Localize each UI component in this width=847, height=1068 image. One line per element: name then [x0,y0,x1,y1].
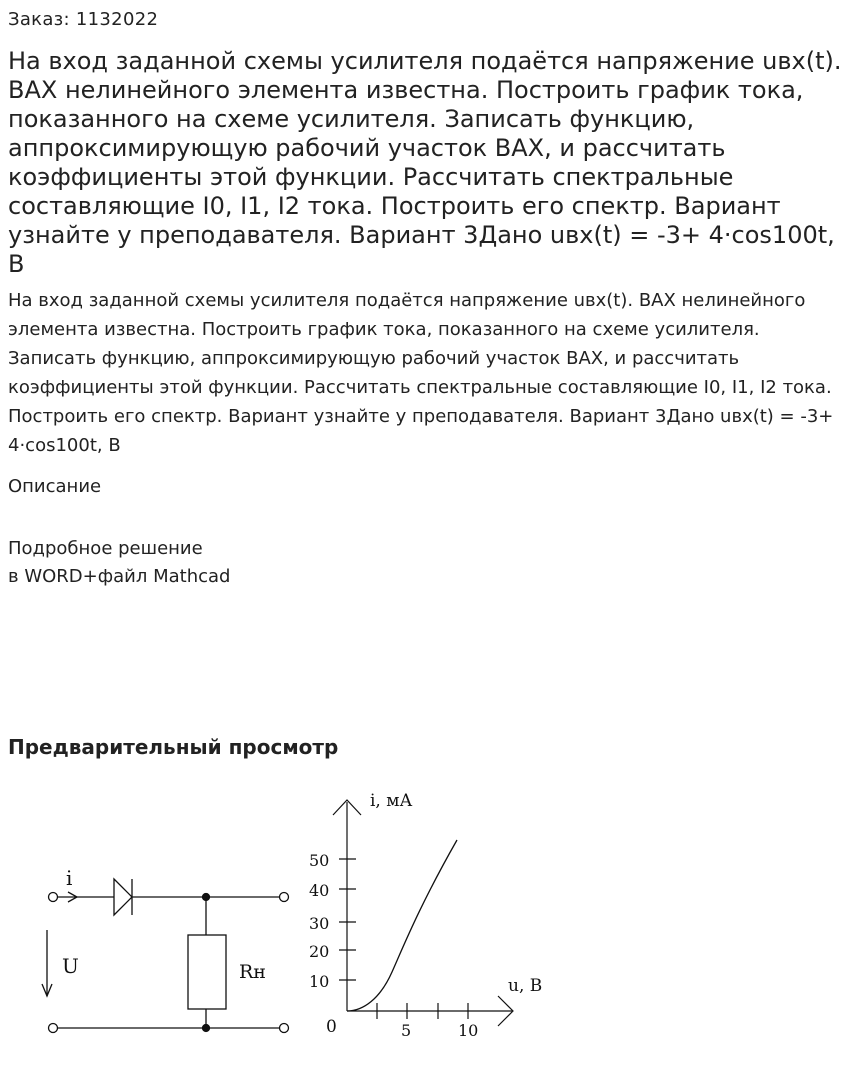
diode-symbol [114,879,132,915]
output-terminal-bottom [280,1024,289,1033]
voltage-label: U [62,954,79,978]
y-tick-label-50: 50 [309,851,330,870]
input-terminal-top [49,893,58,902]
y-tick-label-20: 20 [309,942,330,961]
iv-graph [333,800,513,1026]
y-axis-label: i, мА [370,791,413,811]
solution-line-1: Подробное решение [8,538,203,559]
x-tick-label-5: 5 [401,1021,412,1040]
description-heading: Описание [8,476,102,497]
x-axis-label: u, В [508,976,543,996]
y-tick-label-40: 40 [309,881,330,900]
iv-curve [347,840,457,1011]
y-tick-label-30: 30 [309,914,330,933]
current-label: i [66,866,73,890]
output-terminal-top [280,893,289,902]
preview-heading: Предварительный просмотр [8,735,339,759]
page-title: На вход заданной схемы усилителя подаётся напряжение uвх(t). ВАХ нелинейного элемента известна. Построить график тока, показанного на схеме усилителя. Записать функцию, аппроксимирующую рабочий участок ВАХ, и рассчитать коэффициенты этой функции. Рассчитать спектральные составляющие I0, I1, I2 тока. Построить его спектр. Вариант узнайте у преподавателя. Вариант 3Дано uвх(t) = -3+ 4·cos100t, В [8,47,842,278]
input-terminal-bottom [49,1024,58,1033]
y-tick-label-10: 10 [309,972,330,991]
load-resistor [188,935,226,1009]
load-label: Rн [239,961,266,983]
task-description: На вход заданной схемы усилителя подаётся напряжение uвх(t). ВАХ нелинейного элемента известна. Построить график тока, показанного на схеме усилителя. Записать функцию, аппроксимирующую рабочий участок ВАХ, и рассчитать коэффициенты этой функции. Рассчитать спектральные составляющие I0, I1, I2 тока. Построить его спектр. Вариант узнайте у преподавателя. Вариант 3Дано uвх(t) = -3+ 4·cos100t, В [8,290,834,456]
origin-label: 0 [326,1017,337,1037]
order-number: Заказ: 1132022 [8,9,159,30]
solution-line-2: в WORD+файл Mathcad [8,566,231,587]
circuit-diagram [42,879,289,1033]
x-tick-label-10: 10 [458,1021,479,1040]
preview-image [0,780,847,1068]
